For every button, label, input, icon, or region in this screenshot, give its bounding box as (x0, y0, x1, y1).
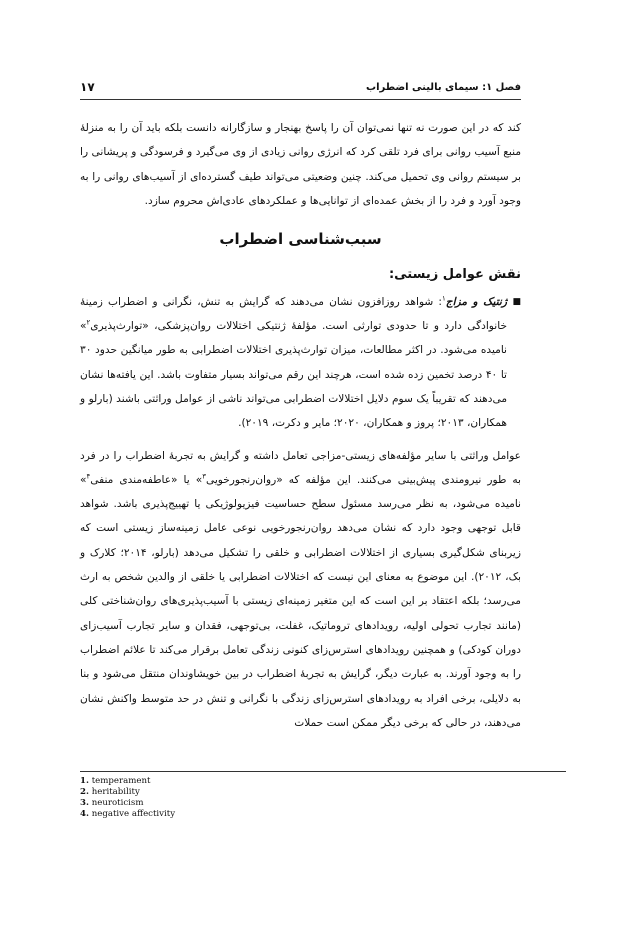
paragraph-text-2: » یا «عاطفه‌مندی منفی (90, 473, 203, 486)
bullet-paragraph (80, 290, 521, 436)
bullet-term: ژنتیک و مزاج (445, 295, 507, 308)
intro-paragraph: کند که در این صورت نه تنها نمی‌توان آن را پاسخ بهنجار و سازگارانه دانست بلکه باید آن را به منزلهٔ منبع آسیب روانی برای فرد تلقی کرد که انرژی روانی زیادی از وی می‌گیرد و فرسودگی و پریشانی را بر سیستم روانی وی تحمیل می‌کند. چنین وضعیتی می‌تواند طیف گسترده‌ای از آسیب‌های روانی را به وجود آورد و فرد را از بخش عمده‌ای از توانایی‌ها و عملکردهای عادی‌اش محروم سازد. (80, 122, 521, 207)
footnote-ref-4: ۴ (86, 472, 91, 481)
paragraph-text-3: » نامیده می‌شود، به نظر می‌رسد مسئول سطح حساسیت فیزیولوژیکی یا تهییج‌پذیری باشد. شواهد قابل توجهی وجود دارد که نشان می‌دهد روان‌رنجورخویی نوعی عامل زمینه‌ساز زیستی است که زیربنای شکل‌گیری بسیاری از اختلالات اضطرابی و خلقی را تشکیل می‌دهد (بارلو، ۲۰۱۴؛ کلارک و بک، ۲۰۱۲). این موضوع به معنای این نیست که اختلالات اضطرابی یا خلقی از والدین شخص به ارث می‌رسد؛ بلکه اعتقاد بر این است که این متغیر زمینه‌ای زیستی با آسیب‌پذیری‌های روان‌شناختی کلی (مانند تجارب تحولی اولیه، رویدادهای تروماتیک، غفلت، بی‌توجهی، فقدان و سایر تجارب آسیب‌زای دوران کودکی) و همچنین رویدادهای استرس‌زای کنونی زندگی تعامل برقرار می‌کند تا علائم اضطراب را به وجود آورند. به عبارت دیگر، گرایش به تجربهٔ اضطراب در بین خویشاوندان منتقل می‌شود و بنا به دلایلی، برخی افراد به رویدادهای استرس‌زای زندگی با نگرانی و تنش در حد متوسط واکنش نشان می‌دهند، در حالی که برخی دیگر ممکن است حملات (80, 473, 521, 729)
bullet-text-1: : شواهد روزافزون نشان می‌دهند که گرایش به تنش، نگرانی و اضطراب زمینهٔ خانوادگی دارد و تا حدودی توارثی است. مؤلفهٔ ژنتیکی اختلالات روان‌پزشکی، «توارث‌پذیری (80, 295, 507, 333)
footnote-ref-2: ۲ (86, 318, 91, 327)
page-number: ۱۷ (80, 80, 95, 94)
footnote-rule (80, 771, 566, 772)
bullet-text-2: » نامیده می‌شود. در اکثر مطالعات، میزان توارث‌پذیری اختلالات اضطرابی به طور میانگین حدود ۳۰ تا ۴۰ درصد تخمین زده شده است، هرچند این رقم می‌تواند بسیار متفاوت باشد. این یافته‌ها نشان می‌دهند که تقریباً یک سوم دلایل اختلالات اضطرابی می‌تواند ناشی از عوامل وراثتی باشند (بارلو و همکاران، ۲۰۱۳؛ پروز و همکاران، ۲۰۲۰؛ مایر و دکرت، ۲۰۱۹). (80, 320, 507, 430)
running-header (80, 80, 521, 98)
body-text (80, 116, 521, 735)
body-paragraph (80, 444, 521, 736)
footnotes (80, 776, 320, 820)
footnote-ref-3: ۳ (202, 472, 206, 481)
section-heading: سبب‌شناسی اضطراب (219, 230, 382, 249)
chapter-title: فصل ۱: سیمای بالینی اضطراب (366, 82, 521, 93)
subsection-heading: نقش عوامل زیستی: (388, 267, 521, 283)
footnote-item: 2. heritability (80, 787, 140, 797)
footnote-ref-1: ۱ (441, 294, 446, 303)
header-rule (80, 99, 521, 100)
footnote-item: 3. neuroticism (80, 798, 144, 808)
footnote-item: 1. temperament (80, 776, 151, 786)
paragraph-text-1: عوامل وراثتی با سایر مؤلفه‌های زیستی-مزاجی تعامل داشته و گرایش به تجربهٔ اضطراب را در فرد به طور نیرومندی پیش‌بینی می‌کنند. این مؤلفه که «روان‌رنجورخویی (80, 449, 522, 486)
footnote-item: 4. negative affectivity (80, 809, 176, 819)
bullet-icon: ■ (512, 296, 521, 307)
